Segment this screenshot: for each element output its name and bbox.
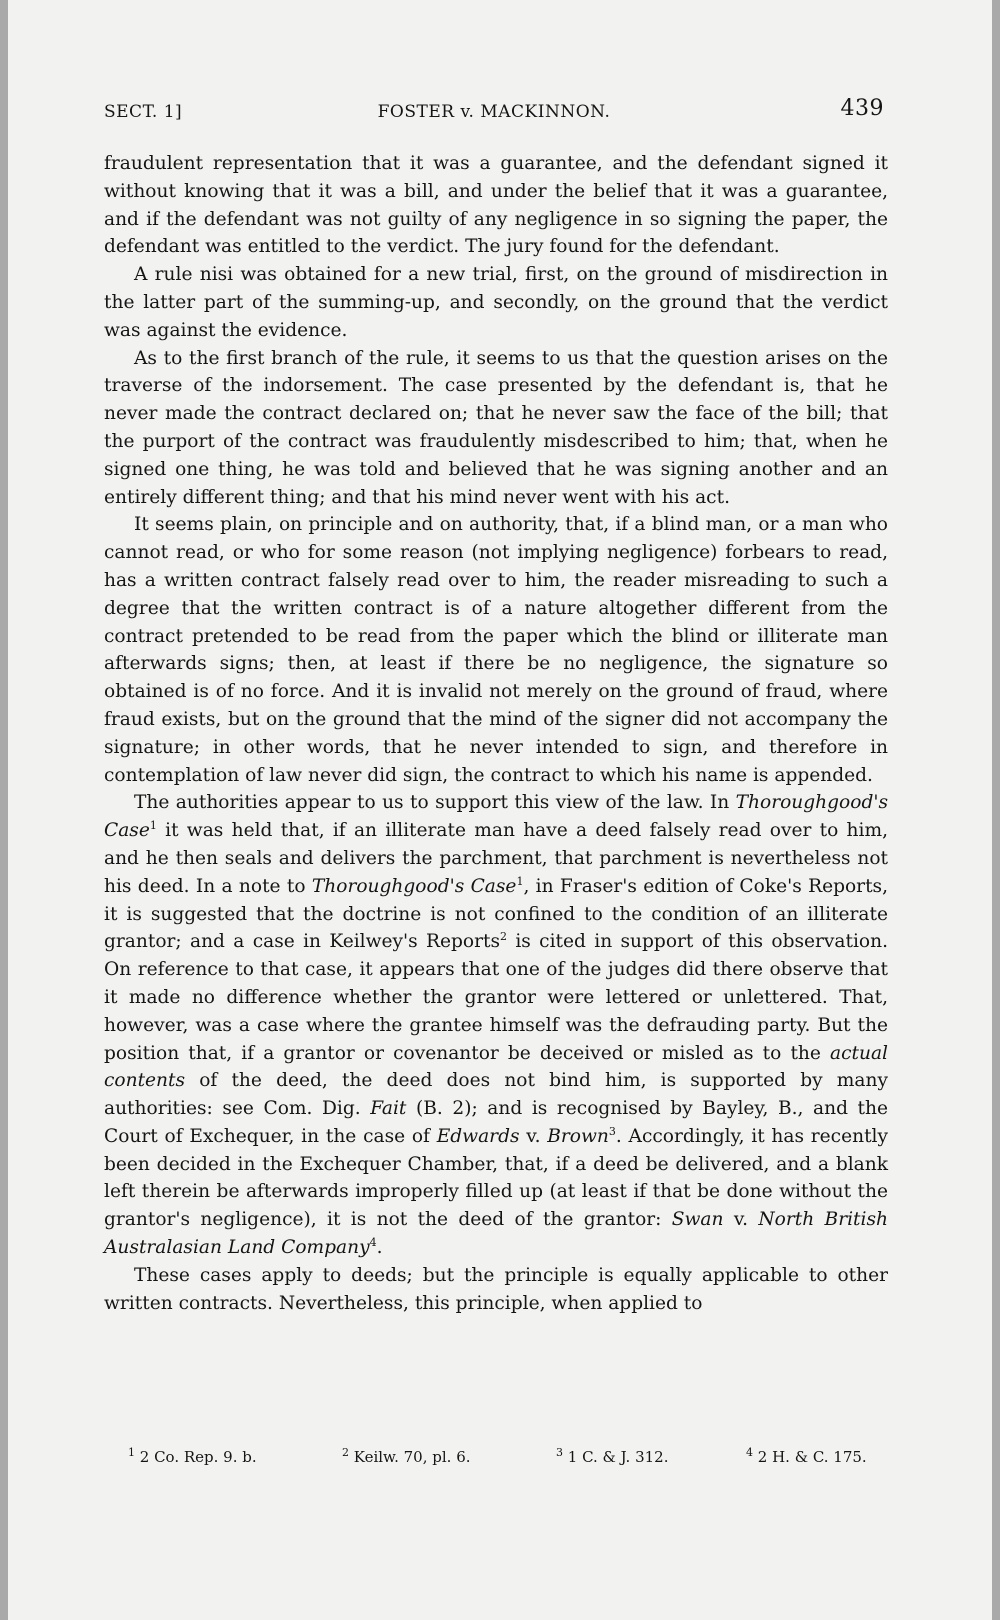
footnote-number: 2	[342, 1446, 349, 1459]
footnote-ref: 1	[149, 818, 157, 832]
page-number: 439	[840, 96, 884, 121]
text-run: v.	[519, 1125, 548, 1147]
emphasis: actual contents	[104, 1042, 888, 1092]
footnote-text: 2 H. & C. 175.	[753, 1448, 867, 1466]
footnote-ref: 2	[500, 930, 508, 944]
text-run: .	[376, 1237, 383, 1259]
body-text	[104, 150, 888, 1317]
paragraph-4: It seems plain, on principle and on authority, that, if a blind man, or a man who cannot read, or who for some reason (not implying negligence) forbears to read, has a written contract falsely read over to him, the reader misreading to such a degree that the written contract is of a nature altogether different from the contract pretended to be read from the paper which the blind or illiterate man afterwards signs; then, at least if there be no negligence, the signature so obtained is of no force. And it is invalid not merely on the ground of fraud, where fraud exists, but on the ground that the mind of the signer did not accompany the signature; in other words, that he never intended to sign, and therefore in contemplation of law never did sign, the contract to which his name is appended.	[104, 514, 888, 786]
paragraph-6: These cases apply to deeds; but the principle is equally applicable to other written contracts. Nevertheless, this principle, when applied to	[104, 1264, 888, 1314]
footnote-2	[342, 1448, 471, 1466]
footnote-ref: 1	[516, 874, 524, 888]
paragraph-3: As to the first branch of the rule, it seems to us that the question arises on the traverse of the indorsement. The case presented by the defendant is, that he never made the contract declared on; that he never saw the face of the bill; that the purport of the contract was fraudulently misdescribed to him; that, when he signed one thing, he was told and believed that he was signing another and an entirely different thing; and that his mind never went with his act.	[104, 347, 888, 508]
text-run: (B. 2); and is recognised by Bayley, B., and the Court of Exchequer, in the case of	[104, 1098, 888, 1147]
footnotes	[128, 1448, 888, 1472]
text-run: is cited in support of this observation. On reference to that case, it appears that one of the judges did there observe that it made no difference whether the grantor were lettered or unlettered. That, however, was a case where the grantee himself was the defrauding party. But the position that, if a grantor or covenantor be deceived or misled as to the	[104, 931, 888, 1064]
case-name: Swan	[671, 1209, 724, 1231]
footnote-ref: 3	[608, 1124, 616, 1138]
footnote-4	[746, 1448, 867, 1466]
footnote-1	[128, 1448, 257, 1466]
footnote-text: 1 C. & J. 312.	[563, 1448, 669, 1466]
case-name: Edwards	[436, 1125, 520, 1147]
footnote-number: 1	[128, 1446, 135, 1459]
case-name: Brown	[547, 1125, 609, 1147]
paragraph-5	[104, 789, 888, 1262]
text-run: , in Fraser's edition of Coke's Reports, it is suggested that the doctrine is not confined to the condition of an illiterate grantor; and a case in Keilwey's Reports	[104, 875, 888, 953]
section-label: SECT. 1]	[104, 102, 183, 122]
paragraph-1: fraudulent representation that it was a guarantee, and the defendant signed it without knowing that it was a bill, and under the belief that it was a guarantee, and if the defendant was not guilty of any negligence in so signing the paper, the defendant was entitled to the verdict. The jury found for the defendant.	[104, 153, 888, 258]
paragraph-2: A rule nisi was obtained for a new trial, first, on the ground of misdirection in the latter part of the summing-up, and secondly, on the ground that the verdict was against the evidence.	[104, 264, 888, 341]
case-name: Thoroughgood's Case	[104, 792, 888, 842]
case-name: Thoroughgood's Case	[311, 875, 517, 897]
text-run: The authorities appear to us to support this view of the law. In	[134, 792, 736, 814]
footnote-text: Keilw. 70, pl. 6.	[349, 1448, 471, 1466]
footnote-3	[556, 1448, 668, 1466]
text-run: of the deed, the deed does not bind him, is supported by many authorities: see Com. Dig.	[104, 1070, 888, 1120]
footnote-number: 4	[746, 1446, 753, 1459]
text-run: it was held that, if an illiterate man have a deed falsely read over to him, and he then seals and delivers the parchment, that parchment is nevertheless not his deed. In a note to	[104, 820, 888, 897]
case-title: FOSTER v. MACKINNON.	[377, 102, 611, 122]
running-head	[104, 96, 884, 130]
footnote-number: 3	[556, 1446, 563, 1459]
case-name: North British Australasian Land Company	[104, 1209, 888, 1259]
footnote-ref: 4	[369, 1235, 377, 1249]
footnote-text: 2 Co. Rep. 9. b.	[135, 1448, 257, 1466]
book-page	[8, 0, 992, 1620]
text-run: v.	[723, 1209, 759, 1231]
text-run: . Accordingly, it has recently been decided in the Exchequer Chamber, that, if a deed be delivered, and a blank left therein be afterwards improperly filled up (at least if that be done without the grantor's negligence), it is not the deed of the grantor:	[104, 1125, 888, 1231]
emphasis: Fait	[370, 1098, 407, 1120]
